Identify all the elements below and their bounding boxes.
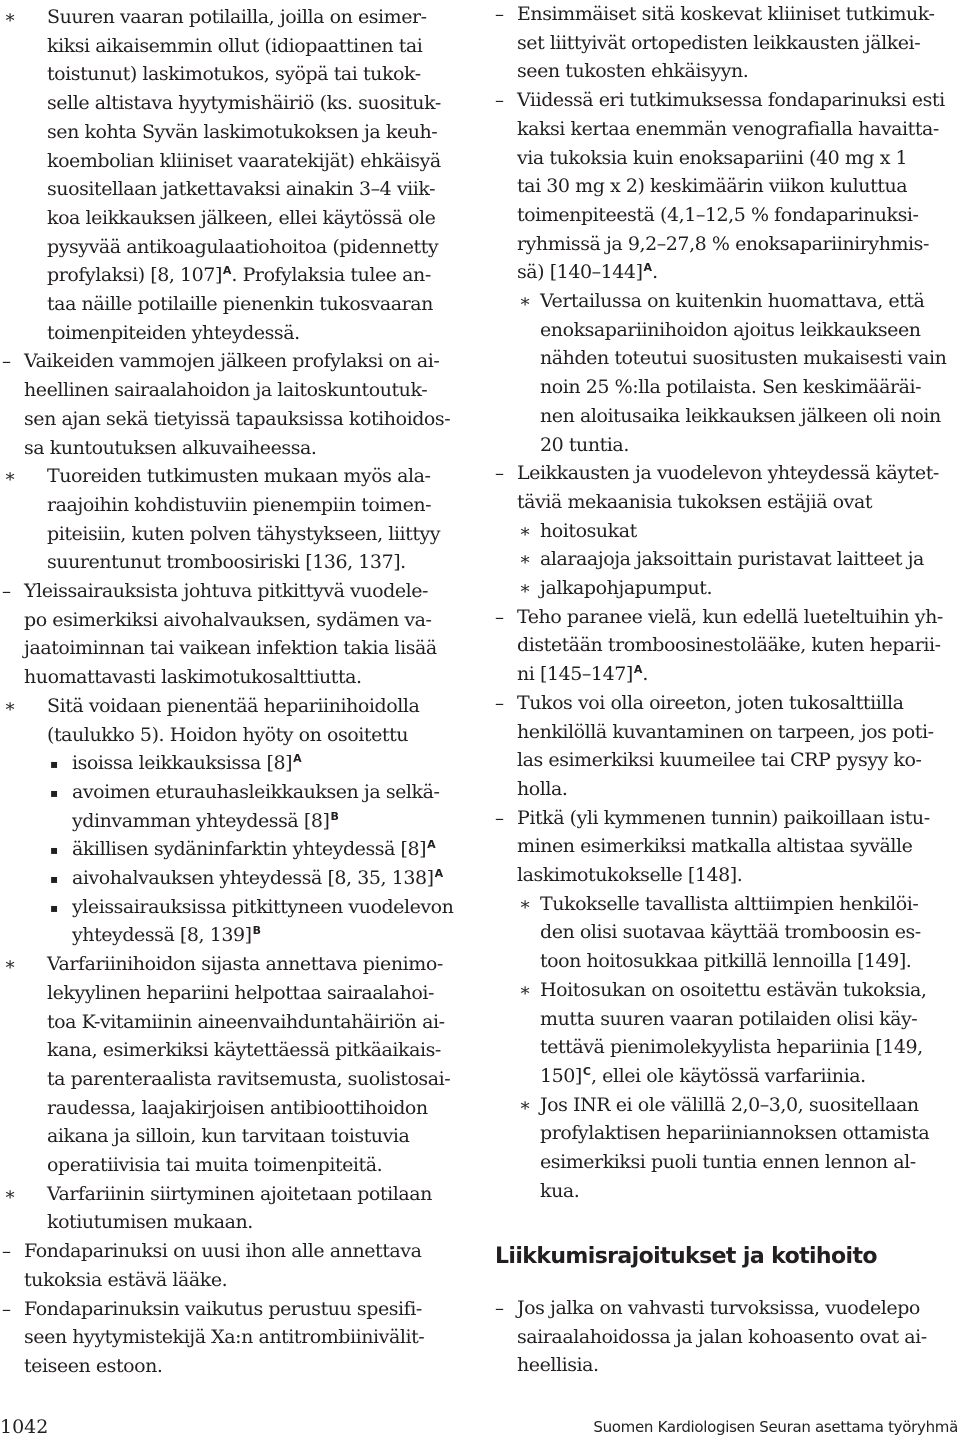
line-text: sairaalahoidossa ja jalan kohoasento ovat ai- bbox=[517, 1325, 927, 1348]
line-text: heellisia. bbox=[517, 1354, 599, 1377]
text-line bbox=[495, 1091, 960, 1120]
evidence-grade-label: B bbox=[252, 924, 261, 938]
line-text: Tuoreiden tutkimusten mukaan myös ala- bbox=[47, 465, 431, 488]
line-text: yleissairauksissa pitkittyneen vuodelevon bbox=[72, 895, 454, 918]
text-line bbox=[2, 663, 468, 692]
line-text: 20 tuntia. bbox=[540, 433, 629, 456]
text-line bbox=[2, 1151, 468, 1180]
text-line bbox=[2, 864, 468, 893]
line-text: sen ajan sekä tietyissä tapauksissa kotihoidos- bbox=[24, 407, 451, 430]
text-line bbox=[495, 1177, 960, 1206]
asterisk-bullet: ∗ bbox=[4, 695, 16, 717]
line-text: huomattavasti laskimotukosalttiutta. bbox=[24, 666, 362, 689]
evidence-grade-label: A bbox=[222, 264, 232, 278]
line-text: holla. bbox=[517, 777, 568, 800]
line-text: minen esimerkiksi matkalla altistaa syvälle bbox=[517, 835, 913, 858]
line-text: koa leikkauksen jälkeen, ellei käytössä ole bbox=[47, 206, 436, 229]
text-line bbox=[495, 861, 960, 890]
line-text: selle altistava hyytymishäiriö (ks. suosituk- bbox=[47, 92, 441, 115]
text-line bbox=[495, 373, 960, 402]
dash-bullet: – bbox=[2, 351, 11, 373]
text-line bbox=[2, 606, 468, 635]
text-line bbox=[495, 545, 960, 574]
text-line bbox=[495, 1148, 960, 1177]
text-line bbox=[2, 979, 468, 1008]
text-line bbox=[2, 778, 468, 807]
line-text: Ensimmäiset sitä koskevat kliiniset tutkimuk- bbox=[517, 3, 935, 25]
square-bullet-icon: ▪ bbox=[50, 757, 58, 772]
dash-bullet: – bbox=[2, 581, 11, 602]
text-line bbox=[2, 807, 468, 836]
evidence-grade-label: A bbox=[427, 838, 436, 852]
text-line bbox=[2, 749, 468, 778]
line-text: toimenpiteestä (4,1–12,5 % fondaparinuksi- bbox=[517, 203, 919, 226]
line-text: den olisi suotavaa käyttää tromboosin es- bbox=[540, 921, 921, 944]
text-line bbox=[495, 718, 960, 747]
text-line bbox=[495, 57, 960, 86]
text-line bbox=[2, 491, 468, 520]
asterisk-bullet: ∗ bbox=[4, 954, 16, 976]
text-line bbox=[2, 520, 468, 549]
text-line bbox=[495, 746, 960, 775]
asterisk-bullet: ∗ bbox=[519, 893, 531, 915]
line-text: lekyylinen hepariini helpottaa sairaalahoi- bbox=[47, 981, 435, 1004]
text-line bbox=[2, 1065, 468, 1094]
line-text: noin 25 %:lla potilaista. Sen keskimääräi- bbox=[540, 376, 922, 399]
line-text: via tukoksia kuin enoksapariini (40 mg x 1 bbox=[517, 146, 908, 169]
square-bullet-icon: ▪ bbox=[50, 872, 58, 886]
asterisk-bullet: ∗ bbox=[519, 549, 531, 571]
line-text: Jos jalka on vahvasti turvoksissa, vuodelepo bbox=[517, 1297, 920, 1319]
line-text: (taulukko 5). Hoidon hyöty on osoitettu bbox=[47, 723, 409, 746]
line-text: mutta suuren vaaran potilaiden olisi käy- bbox=[540, 1007, 918, 1030]
line-text: 150]$^C$, ellei ole käytössä varfariinia. bbox=[540, 1064, 866, 1087]
journal-footer: Suomen Kardiologisen Seuran asettama työryhmä bbox=[593, 1418, 958, 1436]
line-text: Tukokselle tavallista alttiimpien henkilöi- bbox=[540, 892, 919, 915]
line-text: toistunut) laskimotukos, syöpä tai tukok- bbox=[47, 63, 421, 86]
evidence-grade-label: A bbox=[293, 752, 302, 766]
square-bullet-icon: ▪ bbox=[50, 785, 58, 800]
line-text: Vaikeiden vammojen jälkeen profylaksi on ai- bbox=[24, 350, 440, 373]
text-line bbox=[495, 947, 960, 976]
text-line bbox=[495, 1323, 960, 1352]
asterisk-bullet: ∗ bbox=[4, 7, 16, 28]
line-text: distetään tromboosinestolääke, kuten heparii- bbox=[517, 634, 941, 657]
line-text: Suuren vaaran potilailla, joilla on esimer- bbox=[47, 6, 427, 28]
text-line bbox=[495, 918, 960, 947]
dash-bullet: – bbox=[495, 606, 504, 628]
text-line bbox=[495, 431, 960, 460]
text-line bbox=[2, 1036, 468, 1065]
dash-bullet: – bbox=[495, 807, 504, 829]
text-line bbox=[495, 316, 960, 345]
square-bullet-icon: ▪ bbox=[50, 900, 58, 915]
text-line bbox=[495, 29, 960, 58]
text-line bbox=[495, 86, 960, 115]
text-line bbox=[2, 921, 468, 950]
text-line bbox=[2, 233, 468, 262]
text-line bbox=[2, 290, 468, 319]
line-text: operatiivisia tai muita toimenpiteitä. bbox=[47, 1154, 383, 1176]
line-text: hoitosukat bbox=[540, 519, 637, 542]
dash-bullet: – bbox=[495, 4, 504, 25]
line-text: ydinvamman yhteydessä $[8]^B$ bbox=[72, 809, 339, 832]
text-line bbox=[2, 319, 468, 348]
dash-bullet: – bbox=[495, 90, 504, 112]
text-line bbox=[2, 835, 468, 864]
text-line bbox=[495, 344, 960, 373]
text-line bbox=[495, 1062, 960, 1091]
line-text: profylaktisen hepariiniannoksen ottamista bbox=[540, 1122, 930, 1145]
line-text: seen tukosten ehkäisyyn. bbox=[517, 60, 749, 83]
text-line bbox=[495, 517, 960, 546]
evidence-grade-label: A bbox=[643, 261, 653, 275]
text-line bbox=[495, 172, 960, 201]
text-line bbox=[2, 405, 468, 434]
line-text: kaksi kertaa enemmän venografialla havaitta- bbox=[517, 117, 939, 140]
line-text: jalkapohjapumput. bbox=[540, 577, 713, 599]
text-line bbox=[2, 1295, 468, 1324]
text-line bbox=[2, 60, 468, 89]
line-text: raudessa, laajakirjoisen antibioottihoidon bbox=[47, 1096, 428, 1119]
text-line bbox=[2, 1352, 468, 1381]
line-text: toa K-vitamiinin aineenvaihduntahäiriön ai- bbox=[47, 1010, 445, 1033]
line-text: isoissa leikkauksissa $[8]^A$ bbox=[72, 752, 302, 775]
line-text: Viidessä eri tutkimuksessa fondaparinuksi esti bbox=[517, 89, 945, 112]
line-text: yhteydessä [8, 139]$^B$ bbox=[72, 924, 261, 947]
text-line bbox=[2, 347, 468, 376]
line-text: ni $[145-147]^A$. bbox=[517, 663, 648, 686]
text-line bbox=[2, 261, 468, 290]
evidence-grade-label: C bbox=[582, 1064, 591, 1078]
text-line bbox=[2, 634, 468, 663]
line-text: kana, esimerkiksi käytettäessä pitkäaikais- bbox=[47, 1039, 441, 1062]
line-text: Hoitosukan on osoitettu estävän tukoksia, bbox=[540, 978, 927, 1001]
line-text: Yleissairauksista johtuva pitkittyvä vuodele- bbox=[24, 580, 429, 602]
line-text: sa kuntoutuksen alkuvaiheessa. bbox=[24, 436, 317, 459]
line-text: Sitä voidaan pienentää hepariinihoidolla bbox=[47, 694, 420, 717]
text-line bbox=[2, 3, 468, 32]
text-line bbox=[495, 258, 960, 287]
text-line bbox=[2, 548, 468, 577]
line-text: Pitkä (yli kymmenen tunnin) paikoillaan istu- bbox=[517, 806, 930, 829]
square-bullet-icon: ▪ bbox=[50, 843, 58, 858]
text-line bbox=[2, 204, 468, 233]
text-line bbox=[2, 376, 468, 405]
asterisk-bullet: ∗ bbox=[519, 979, 531, 1001]
text-line bbox=[495, 0, 960, 29]
line-text: Varfariinihoidon sijasta annettava pienimo- bbox=[47, 953, 443, 976]
dash-bullet: – bbox=[2, 1241, 11, 1263]
line-text: toon hoitosukkaa pitkillä lennoilla [149]. bbox=[540, 950, 912, 973]
dash-bullet: – bbox=[495, 692, 504, 714]
text-line bbox=[2, 462, 468, 491]
text-line bbox=[495, 1351, 960, 1380]
text-line bbox=[495, 1005, 960, 1034]
line-text: jaatoiminnan tai vaikean infektion takia lisää bbox=[24, 637, 437, 660]
dash-bullet: – bbox=[495, 463, 504, 485]
line-text: piteisiin, kuten polven tähystykseen, liittyy bbox=[47, 522, 441, 545]
text-line bbox=[2, 1266, 468, 1295]
line-text: henkilöllä kuvantaminen on tarpeen, jos poti- bbox=[517, 720, 934, 743]
text-line bbox=[2, 175, 468, 204]
line-text: Teho paranee vielä, kun edellä lueteltuihin yh- bbox=[517, 605, 943, 628]
asterisk-bullet: ∗ bbox=[519, 1094, 531, 1116]
text-line bbox=[2, 1323, 468, 1352]
text-line bbox=[495, 115, 960, 144]
text-line bbox=[2, 1122, 468, 1151]
text-line bbox=[2, 1180, 468, 1209]
line-text: Vertailussa on kuitenkin huomattava, että bbox=[540, 290, 925, 312]
line-text: teiseen estoon. bbox=[24, 1354, 163, 1377]
line-text: ta parenteraalista ravitsemusta, suolistosai- bbox=[47, 1067, 451, 1090]
text-line bbox=[495, 775, 960, 804]
line-text: sen kohta Syvän laskimotukoksen ja keuh- bbox=[47, 120, 438, 143]
line-text: nen aloitusaika leikkauksen jälkeen oli noin bbox=[540, 404, 941, 427]
text-line bbox=[495, 402, 960, 431]
text-line bbox=[2, 1008, 468, 1037]
text-line bbox=[2, 1208, 468, 1237]
line-text: alaraajoja jaksoittain puristavat laitteet ja bbox=[540, 548, 924, 571]
text-line bbox=[495, 488, 960, 517]
line-text: kiksi aikaisemmin ollut (idiopaattinen tai bbox=[47, 34, 423, 57]
line-text: toimenpiteiden yhteydessä. bbox=[47, 321, 300, 344]
page-number: 1042 bbox=[0, 1416, 49, 1438]
line-text: tettävä pienimolekyylista hepariinia [149, bbox=[540, 1036, 923, 1059]
text-line bbox=[2, 950, 468, 979]
text-line bbox=[2, 1094, 468, 1123]
text-line bbox=[495, 1119, 960, 1148]
text-line bbox=[2, 692, 468, 721]
line-text: profylaksi) [8, 107]$^A$. Profylaksia tulee an- bbox=[47, 264, 431, 287]
text-line bbox=[495, 287, 960, 316]
text-line bbox=[2, 577, 468, 606]
text-line bbox=[495, 660, 960, 689]
line-text: kotiutumisen mukaan. bbox=[47, 1211, 253, 1234]
line-text: seen hyytymistekijä Xa:n antitrombiinivälit- bbox=[24, 1326, 425, 1349]
line-text: pysyvää antikoagulaatiohoitoa (pidennetty bbox=[47, 235, 439, 258]
asterisk-bullet: ∗ bbox=[4, 1183, 16, 1205]
line-text: heellinen sairaalahoidon ja laitoskuntoutuk- bbox=[24, 379, 428, 402]
dash-bullet: – bbox=[495, 1298, 504, 1319]
line-text: aikana ja silloin, kun tarvitaan toistuvia bbox=[47, 1125, 410, 1148]
text-line bbox=[495, 230, 960, 259]
line-text: tukoksia estävä lääke. bbox=[24, 1268, 228, 1291]
line-text: set liittyivät ortopedisten leikkausten jälkei- bbox=[517, 31, 921, 54]
dash-bullet: – bbox=[2, 1298, 11, 1320]
text-line bbox=[495, 144, 960, 173]
asterisk-bullet: ∗ bbox=[519, 520, 531, 542]
text-line bbox=[495, 631, 960, 660]
asterisk-bullet: ∗ bbox=[519, 578, 531, 599]
text-line bbox=[2, 434, 468, 463]
line-text: Tukos voi olla oireeton, joten tukosalttiilla bbox=[517, 691, 904, 714]
text-line bbox=[495, 689, 960, 718]
evidence-grade-label: A bbox=[434, 867, 444, 880]
text-line bbox=[495, 603, 960, 632]
line-text: las esimerkiksi kuumeilee tai CRP pysyy ko- bbox=[517, 749, 922, 772]
line-text: Leikkausten ja vuodelevon yhteydessä käytet- bbox=[517, 462, 939, 485]
line-text: raajoihin kohdistuviin pienempiin toimen- bbox=[47, 493, 432, 516]
line-text: nähden toteutui suositusten mukaisesti vain bbox=[540, 347, 947, 370]
text-line bbox=[2, 721, 468, 750]
text-line bbox=[2, 893, 468, 922]
line-text: koembolian kliiniset vaaratekijät) ehkäisyä bbox=[47, 149, 441, 172]
line-text: suositellaan jatkettavaksi ainakin 3–4 viik- bbox=[47, 178, 436, 201]
text-line bbox=[495, 201, 960, 230]
line-text: esimerkiksi puoli tuntia ennen lennon al- bbox=[540, 1151, 916, 1173]
text-line bbox=[495, 832, 960, 861]
section-heading: Liikkumisrajoitukset ja kotihoito bbox=[495, 1244, 877, 1269]
line-text: suurentunut tromboosiriski [136, 137]. bbox=[47, 551, 406, 574]
text-line bbox=[495, 976, 960, 1005]
evidence-grade-label: B bbox=[330, 809, 339, 823]
line-text: tai 30 mg x 2) keskimäärin viikon kuluttua bbox=[517, 175, 908, 198]
text-line bbox=[2, 118, 468, 147]
evidence-grade-label: A bbox=[633, 663, 643, 677]
asterisk-bullet: ∗ bbox=[4, 466, 16, 488]
text-line bbox=[2, 1237, 468, 1266]
line-text: laskimotukokselle [148]. bbox=[517, 864, 743, 886]
line-text: Fondaparinuksi on uusi ihon alle annettava bbox=[24, 1240, 422, 1263]
line-text: äkillisen sydäninfarktin yhteydessä $[8]^A$ bbox=[72, 838, 436, 861]
asterisk-bullet: ∗ bbox=[519, 291, 531, 312]
text-line bbox=[495, 574, 960, 603]
line-text: taa näille potilaille pienenkin tukosvaaran bbox=[47, 293, 433, 315]
text-line bbox=[495, 459, 960, 488]
line-text: Fondaparinuksin vaikutus perustuu spesifi- bbox=[24, 1297, 422, 1320]
line-text: ryhmissä ja 9,2–27,8 % enoksapariiniryhmis- bbox=[517, 232, 929, 255]
line-text: sä) $[140-144]^A$. bbox=[517, 261, 658, 284]
line-text: enoksapariinihoidon ajoitus leikkaukseen bbox=[540, 318, 921, 341]
text-line bbox=[495, 1033, 960, 1062]
text-line bbox=[2, 32, 468, 61]
line-text: Jos INR ei ole välillä 2,0–3,0, suositellaan bbox=[540, 1093, 919, 1116]
line-text: avoimen eturauhasleikkauksen ja selkä- bbox=[72, 780, 440, 803]
text-line bbox=[495, 1294, 960, 1323]
line-text: täviä mekaanisia tukoksen estäjiä ovat bbox=[517, 490, 873, 513]
line-text: kua. bbox=[540, 1179, 580, 1202]
line-text: po esimerkiksi aivohalvauksen, sydämen va- bbox=[24, 608, 432, 631]
text-line bbox=[495, 890, 960, 919]
text-line bbox=[2, 89, 468, 118]
line-text: aivohalvauksen yhteydessä [8, 35, 138]$^A$ bbox=[72, 867, 444, 889]
text-line bbox=[495, 804, 960, 833]
text-line bbox=[2, 147, 468, 176]
line-text: Varfariinin siirtyminen ajoitetaan potilaan bbox=[47, 1182, 432, 1205]
